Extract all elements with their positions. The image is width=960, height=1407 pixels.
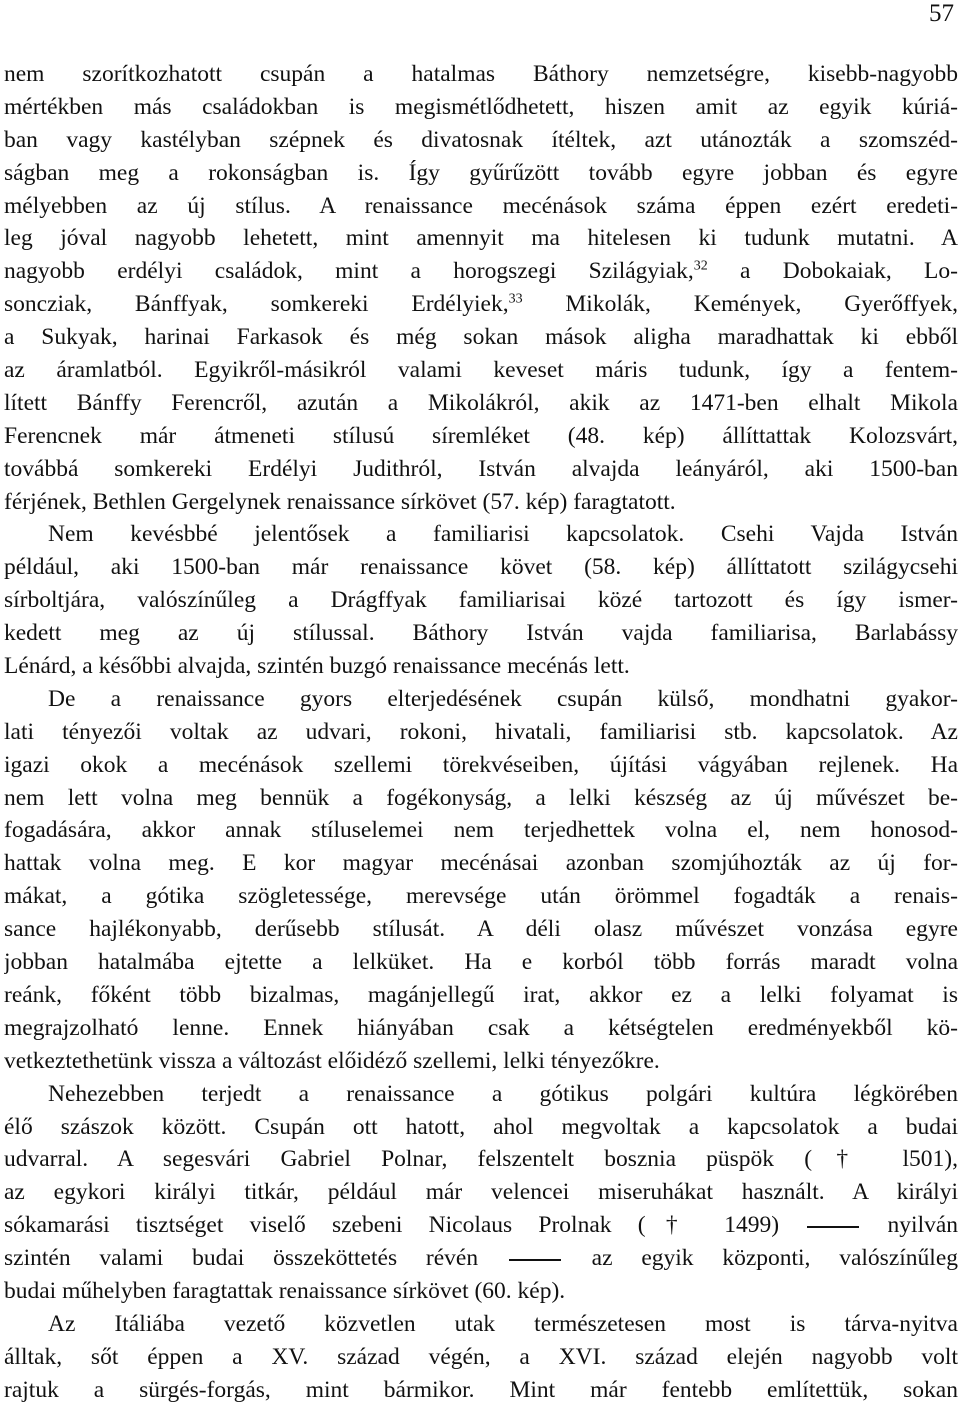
text-line: lati tényezői voltak az udvari, rokoni, hivatali, familiarisi stb. kapcsolatok. Az xyxy=(4,718,958,745)
footnote-marker: 33 xyxy=(508,291,523,307)
text-line: budai műhelyben faragtattak renaissance sírkövet (60. kép). xyxy=(4,1277,566,1304)
text-line: Ferencnek már átmeneti stílusú síremléket (48. kép) állíttattak Kolozsvárt, xyxy=(4,422,958,449)
text-line: sírboltjára, valószínűleg a Drágffyak familiarisai közé tartozott és így ismer- xyxy=(4,587,958,614)
text-line: a Sukyak, harinai Farkasok és még sokan mások aligha maradhattak ki ebből xyxy=(4,324,958,351)
text-line: hattak volna meg. E kor magyar mecénásai azonban szomjúhozták az új for- xyxy=(4,850,958,877)
text-line: vetkeztethetünk vissza a változást előidéző szellemi, lelki tényezőkre. xyxy=(4,1047,660,1074)
text-line: ban vagy kastélyban szépnek és divatosnak ítéltek, azt utánozták a szomszéd- xyxy=(4,126,958,153)
line-text: szintén valami budai összeköttetés révén xyxy=(4,1245,479,1272)
text-line: továbbá somkereki Erdélyi Judithról, István alvajda leányáról, aki 1500-ban xyxy=(4,455,958,482)
text-line: sance hajlékonyabb, derűsebb stílusát. A déli olasz művészet vonzása egyre xyxy=(4,916,958,943)
text-line xyxy=(4,1242,958,1275)
text-line: lített Bánffy Ferencről, azután a Mikolákról, akik az 1471-ben elhalt Mikola xyxy=(4,389,958,416)
line-text: a Dobokaiak, Lo- xyxy=(707,258,958,285)
text-line: leg jóval nagyobb lehetett, mint amennyit ma hitelesen ki tudunk mutatni. A xyxy=(4,225,958,252)
line-text: nagyobb erdélyi családok, mint a horogszegi Szilágyiak, xyxy=(4,258,694,285)
text-line: Az Itáliába vezető közvetlen utak természetesen most is tárva-nyitva xyxy=(48,1310,958,1337)
text-line: kedett meg az új stílussal. Báthory István vajda familiarisa, Barlabássy xyxy=(4,620,958,647)
text-line: férjének, Bethlen Gergelynek renaissance sírkövet (57. kép) faragtatott. xyxy=(4,488,676,515)
em-dash-rule xyxy=(509,1259,561,1261)
text-line xyxy=(4,1209,958,1242)
line-text: soncziak, Bánffyak, somkereki Erdélyiek, xyxy=(4,291,509,318)
text-line: igazi okok a mecénások szellemi törekvéseiben, újítási vágyában rejlenek. Ha xyxy=(4,751,958,778)
cross-symbol: † xyxy=(645,1212,699,1239)
text-line: fogadására, akkor annak stíluselemei nem terjedhettek volna el, nem honosod- xyxy=(4,817,958,844)
line-text: sókamarási tisztséget viselő szebeni Nicolaus Prolnak ( xyxy=(4,1212,646,1239)
text-line: rajtuk a sürgés-forgás, mint bármikor. Mint már fentebb említettük, sokan xyxy=(4,1376,958,1403)
text-line: Nehezebben terjedt a renaissance a gótikus polgári kultúra légkörében xyxy=(48,1080,958,1107)
text-line: ságban meg a rokonságban is. Így gyűrűzött tovább egyre jobban és egyre xyxy=(4,159,958,186)
line-text: udvarral. A segesvári Gabriel Polnar, felszentelt bosznia püspök ( xyxy=(4,1146,813,1173)
text-line: nem szorítkozhatott csupán a hatalmas Báthory nemzetségre, kisebb-nagyobb xyxy=(4,61,958,87)
cross-symbol: † xyxy=(812,1146,873,1173)
text-line: élő szászok között. Csupán ott hatott, ahol megvoltak a kapcsolatok a budai xyxy=(4,1113,958,1140)
text-line: álltak, sőt éppen a XV. század végén, a XVI. század elején nagyobb volt xyxy=(4,1343,958,1370)
body-text xyxy=(4,58,958,1407)
text-line: az áramlatból. Egyikről-másikról valami keveset máris tudunk, így a fentem- xyxy=(4,357,958,384)
text-line: Nem kevésbbé jelentősek a familiarisi kapcsolatok. Csehi Vajda István xyxy=(48,521,958,548)
em-dash-rule xyxy=(807,1226,859,1228)
line-text: nyilván xyxy=(861,1212,958,1239)
text-line: nem lett volna meg bennük a fogékonyság, a lelki készség az új művészet be- xyxy=(4,784,958,811)
text-line: jobban hatalmába ejtette a lelküket. Ha e korból több forrás maradt volna xyxy=(4,949,958,976)
text-line: De a renaissance gyors elterjedésének csupán külső, mondhatni gyakor- xyxy=(48,685,958,712)
text-line: mértékben más családokban is megismétlődhetett, hiszen amit az egyik kúriá- xyxy=(4,93,958,120)
text-line: reánk, főként több bizalmas, magánjellegű irat, akkor ez a lelki folyamat is xyxy=(4,981,958,1008)
text-line: például, aki 1500-ban már renaissance követ (58. kép) állíttatott szilágycsehi xyxy=(4,554,958,581)
footnote-marker: 32 xyxy=(693,258,708,274)
text-line xyxy=(4,288,958,321)
line-text: l501), xyxy=(872,1146,958,1173)
page-number: 57 xyxy=(929,0,954,27)
line-text: Mikolák, Kemények, Gyerőffyek, xyxy=(522,291,958,318)
text-line: megrajzolható lenne. Ennek hiányában csak a kétségtelen eredményekből kö- xyxy=(4,1014,958,1041)
text-line xyxy=(4,255,958,288)
text-line: Lénárd, a későbbi alvajda, szintén buzgó renaissance mecénás lett. xyxy=(4,653,630,680)
text-line xyxy=(4,1143,958,1176)
text-line: mákat, a gótika szögletessége, merevsége után örömmel fogadták a renais- xyxy=(4,883,958,910)
text-line: mélyebben az új stílus. A renaissance mecénások száma éppen ezért eredeti- xyxy=(4,192,958,219)
line-text: 1499) xyxy=(698,1212,780,1239)
text-line: az egykori királyi titkár, például már velencei miseruhákat használt. A királyi xyxy=(4,1179,958,1206)
line-text: az egyik központi, valószínűleg xyxy=(562,1245,958,1272)
